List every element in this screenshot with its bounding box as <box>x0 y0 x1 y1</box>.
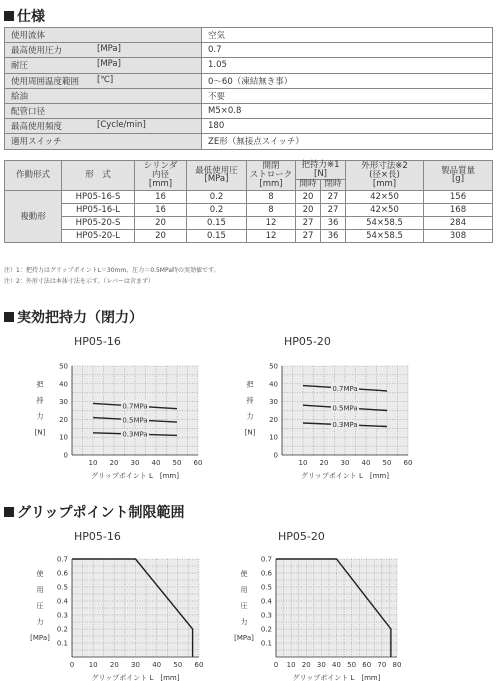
chart-title: HP05-16 <box>74 530 121 543</box>
spec-label <box>5 43 202 58</box>
chart-title: HP05-20 <box>284 335 331 348</box>
y-axis-label: [N] <box>34 428 46 437</box>
y-axis-label: [MPa] <box>30 634 50 642</box>
spec-label-text: 配管口径 <box>11 107 46 118</box>
footnote-2: 注）2：外形寸法は本体寸法を示す。（レバーは含まず） <box>4 278 154 285</box>
model-pressure-cell: 0.2 <box>187 203 247 216</box>
col-type: 作動形式 <box>5 161 62 191</box>
y-axis-label: 圧 <box>240 602 248 610</box>
x-tick-label: 70 <box>377 661 387 669</box>
y-tick-label: 0.7 <box>56 555 68 564</box>
y-tick-label: 20 <box>59 415 68 424</box>
x-tick-label: 20 <box>109 459 119 467</box>
x-tick-label: 0 <box>69 661 75 669</box>
model-dims-cell: 42×50 <box>346 203 424 216</box>
y-axis-label: 持 <box>36 396 44 405</box>
y-axis-label: [MPa] <box>234 634 254 642</box>
spec-value: ZE形（無接点スイッチ） <box>202 134 493 149</box>
x-tick-label: 20 <box>109 661 119 669</box>
x-tick-label: 50 <box>347 661 357 669</box>
model-close-cell: 36 <box>321 216 346 229</box>
grip-range-heading: グリップポイント制限範囲 <box>4 502 184 522</box>
spec-label <box>5 58 202 73</box>
model-stroke-cell: 8 <box>247 203 296 216</box>
y-tick-label: 50 <box>269 362 278 371</box>
x-tick-label: 40 <box>361 459 371 467</box>
x-tick-label: 80 <box>392 661 402 669</box>
spec-unit: [MPa] <box>97 44 121 55</box>
x-axis-label: グリップポイント L [mm] <box>91 674 180 681</box>
spec-label <box>5 134 202 149</box>
y-axis-label: 把 <box>246 380 254 389</box>
footnote-1: 注）1：把持力はグリップポイントL＝30mm、圧力＝0.5MPa時の実効値です。 <box>4 267 220 274</box>
col-stroke: 開閉 ストローク [mm] <box>247 161 296 191</box>
x-tick-label: 10 <box>286 661 296 669</box>
model-dims-cell: 54×58.5 <box>346 229 424 242</box>
spec-value: 180 <box>202 119 493 134</box>
model-pressure-cell: 0.2 <box>187 190 247 203</box>
x-tick-label: 60 <box>194 661 204 669</box>
y-tick-label: 0.7 <box>260 555 272 564</box>
model-open-cell: 27 <box>296 216 321 229</box>
series-label: 0.5MPa <box>332 404 358 413</box>
chart-title: HP05-20 <box>278 530 325 543</box>
spec-label <box>5 119 202 134</box>
y-tick-label: 0.4 <box>260 597 272 606</box>
x-tick-label: 30 <box>316 661 326 669</box>
x-axis-label: グリップポイント L [mm] <box>301 472 389 480</box>
spec-unit: [Cycle/min] <box>97 120 146 131</box>
y-tick-label: 0.5 <box>56 583 68 592</box>
spec-value: 不要 <box>202 88 493 103</box>
spec-label-text: 適用スイッチ <box>11 137 62 148</box>
model-bore-cell: 16 <box>135 203 187 216</box>
y-tick-label: 0.6 <box>260 569 272 578</box>
model-open-cell: 20 <box>296 190 321 203</box>
col-grip: 把持力※1 [N] <box>296 161 346 180</box>
y-axis-label: 把 <box>36 380 44 389</box>
y-tick-label: 0.2 <box>56 625 68 634</box>
col-bore: シリンダ 内径 [mm] <box>135 161 187 191</box>
y-axis-label: 持 <box>246 396 254 405</box>
spec-row <box>5 134 493 149</box>
spec-row <box>5 73 493 88</box>
model-mass-cell: 156 <box>424 190 493 203</box>
y-tick-label: 10 <box>269 433 278 442</box>
y-tick-label: 20 <box>269 415 278 424</box>
col-grip-close: 閉時 <box>321 179 346 190</box>
model-close-cell: 27 <box>321 190 346 203</box>
model-bore-cell: 20 <box>135 216 187 229</box>
x-tick-label: 10 <box>88 459 98 467</box>
y-tick-label: 10 <box>59 433 68 442</box>
model-dims-cell: 42×50 <box>346 190 424 203</box>
spec-label <box>5 73 202 88</box>
series-label: 0.3MPa <box>332 421 358 430</box>
y-tick-label: 0 <box>273 451 278 460</box>
x-tick-label: 30 <box>130 459 140 467</box>
x-tick-label: 20 <box>301 661 311 669</box>
x-tick-label: 10 <box>88 661 98 669</box>
spec-label-text: 使用流体 <box>11 31 46 42</box>
spec-unit: [℃] <box>97 74 114 85</box>
spec-row <box>5 119 493 134</box>
model-mass-cell: 308 <box>424 229 493 242</box>
spec-table <box>4 27 493 150</box>
spec-label <box>5 88 202 103</box>
col-model: 形 式 <box>62 161 135 191</box>
x-axis-label: グリップポイント L [mm] <box>91 472 179 480</box>
x-tick-label: 60 <box>193 459 203 467</box>
model-dims-cell: 54×58.5 <box>346 216 424 229</box>
series-label: 0.7MPa <box>332 384 358 393</box>
model-cell: HP05-20-S <box>62 216 135 229</box>
model-stroke-cell: 12 <box>247 229 296 242</box>
x-tick-label: 60 <box>362 661 372 669</box>
col-dims: 外形寸法※2 (径×長) [mm] <box>346 161 424 191</box>
spec-value: 1.05 <box>202 58 493 73</box>
spec-row <box>5 58 493 73</box>
model-stroke-cell: 12 <box>247 216 296 229</box>
model-cell: HP05-16-S <box>62 190 135 203</box>
y-tick-label: 40 <box>59 380 68 389</box>
spec-label <box>5 28 202 43</box>
spec-row <box>5 43 493 58</box>
model-mass-cell: 284 <box>424 216 493 229</box>
x-tick-label: 40 <box>151 459 161 467</box>
x-tick-label: 60 <box>403 459 413 467</box>
y-tick-label: 0.1 <box>260 639 272 648</box>
y-axis-label: 用 <box>240 586 248 594</box>
y-axis-label: 力 <box>36 412 44 421</box>
model-row <box>5 203 493 216</box>
col-mass: 製品質量 [g] <box>424 161 493 191</box>
grip-range-chart-hp05-16 <box>26 527 216 681</box>
y-tick-label: 30 <box>59 398 68 407</box>
series-label: 0.5MPa <box>122 416 148 425</box>
model-stroke-cell: 8 <box>247 190 296 203</box>
series-label: 0.3MPa <box>122 430 148 439</box>
y-axis-label: 力 <box>246 412 254 421</box>
x-tick-label: 40 <box>152 661 162 669</box>
grip-force-chart-hp05-20 <box>236 332 426 492</box>
spec-value: 0〜60（凍結無き事） <box>202 73 493 88</box>
y-tick-label: 0.4 <box>56 597 68 606</box>
y-tick-label: 40 <box>269 380 278 389</box>
y-tick-label: 0.1 <box>56 639 68 648</box>
x-tick-label: 20 <box>319 459 329 467</box>
spec-row <box>5 88 493 103</box>
model-type-cell: 複動形 <box>5 190 62 242</box>
model-cell: HP05-16-L <box>62 203 135 216</box>
y-axis-label: 使 <box>36 570 44 578</box>
model-open-cell: 27 <box>296 229 321 242</box>
spec-unit: [MPa] <box>97 59 121 70</box>
x-tick-label: 30 <box>340 459 350 467</box>
model-mass-cell: 168 <box>424 203 493 216</box>
y-axis-label: 用 <box>36 586 44 594</box>
spec-heading: 仕様 <box>4 6 45 26</box>
grip-range-chart-hp05-20 <box>226 527 426 681</box>
model-pressure-cell: 0.15 <box>187 216 247 229</box>
spec-label <box>5 103 202 118</box>
spec-value: 空気 <box>202 28 493 43</box>
model-close-cell: 36 <box>321 229 346 242</box>
chart-svg <box>26 527 216 681</box>
grip-force-chart-hp05-16 <box>26 332 216 492</box>
chart-svg <box>26 332 216 492</box>
x-tick-label: 10 <box>298 459 308 467</box>
spec-label-text: 給油 <box>11 91 29 102</box>
model-close-cell: 27 <box>321 203 346 216</box>
spec-value: 0.7 <box>202 43 493 58</box>
chart-title: HP05-16 <box>74 335 121 348</box>
spec-label-text: 使用周囲温度範囲 <box>11 76 80 87</box>
grip-force-heading: 実効把持力（閉力） <box>4 307 143 327</box>
x-tick-label: 50 <box>382 459 392 467</box>
x-tick-label: 50 <box>173 661 183 669</box>
spec-value: M5×0.8 <box>202 103 493 118</box>
model-cell: HP05-20-L <box>62 229 135 242</box>
model-row <box>5 216 493 229</box>
spec-label-text: 耐圧 <box>11 61 29 72</box>
chart-svg <box>226 527 426 681</box>
y-axis-label: 圧 <box>36 602 44 610</box>
model-row <box>5 229 493 242</box>
y-axis-label: [N] <box>244 428 256 437</box>
spec-row <box>5 28 493 43</box>
col-grip-open: 開時 <box>296 179 321 190</box>
y-tick-label: 0.6 <box>56 569 68 578</box>
y-tick-label: 0.3 <box>56 611 68 620</box>
model-table <box>4 160 493 243</box>
col-pressure: 最低使用圧 [MPa] <box>187 161 247 191</box>
y-axis-label: 力 <box>240 618 248 626</box>
y-tick-label: 0.2 <box>260 625 272 634</box>
model-open-cell: 20 <box>296 203 321 216</box>
y-tick-label: 50 <box>59 362 68 371</box>
model-bore-cell: 16 <box>135 190 187 203</box>
spec-label-text: 最高使用頻度 <box>11 122 63 133</box>
chart-svg <box>236 332 426 492</box>
y-tick-label: 0.3 <box>260 611 272 620</box>
x-tick-label: 50 <box>172 459 182 467</box>
x-tick-label: 30 <box>131 661 140 669</box>
y-tick-label: 0.5 <box>260 583 272 592</box>
x-tick-label: 0 <box>273 661 279 669</box>
series-label: 0.7MPa <box>122 402 148 411</box>
y-tick-label: 0 <box>63 451 68 460</box>
x-tick-label: 40 <box>332 661 341 669</box>
y-tick-label: 30 <box>269 398 278 407</box>
spec-label-text: 最高使用圧力 <box>11 46 63 57</box>
x-axis-label: グリップポイント L [mm] <box>292 674 381 681</box>
model-pressure-cell: 0.15 <box>187 229 247 242</box>
spec-row <box>5 103 493 118</box>
model-bore-cell: 20 <box>135 229 187 242</box>
model-row <box>5 190 493 203</box>
y-axis-label: 使 <box>240 570 248 578</box>
y-axis-label: 力 <box>36 618 44 626</box>
